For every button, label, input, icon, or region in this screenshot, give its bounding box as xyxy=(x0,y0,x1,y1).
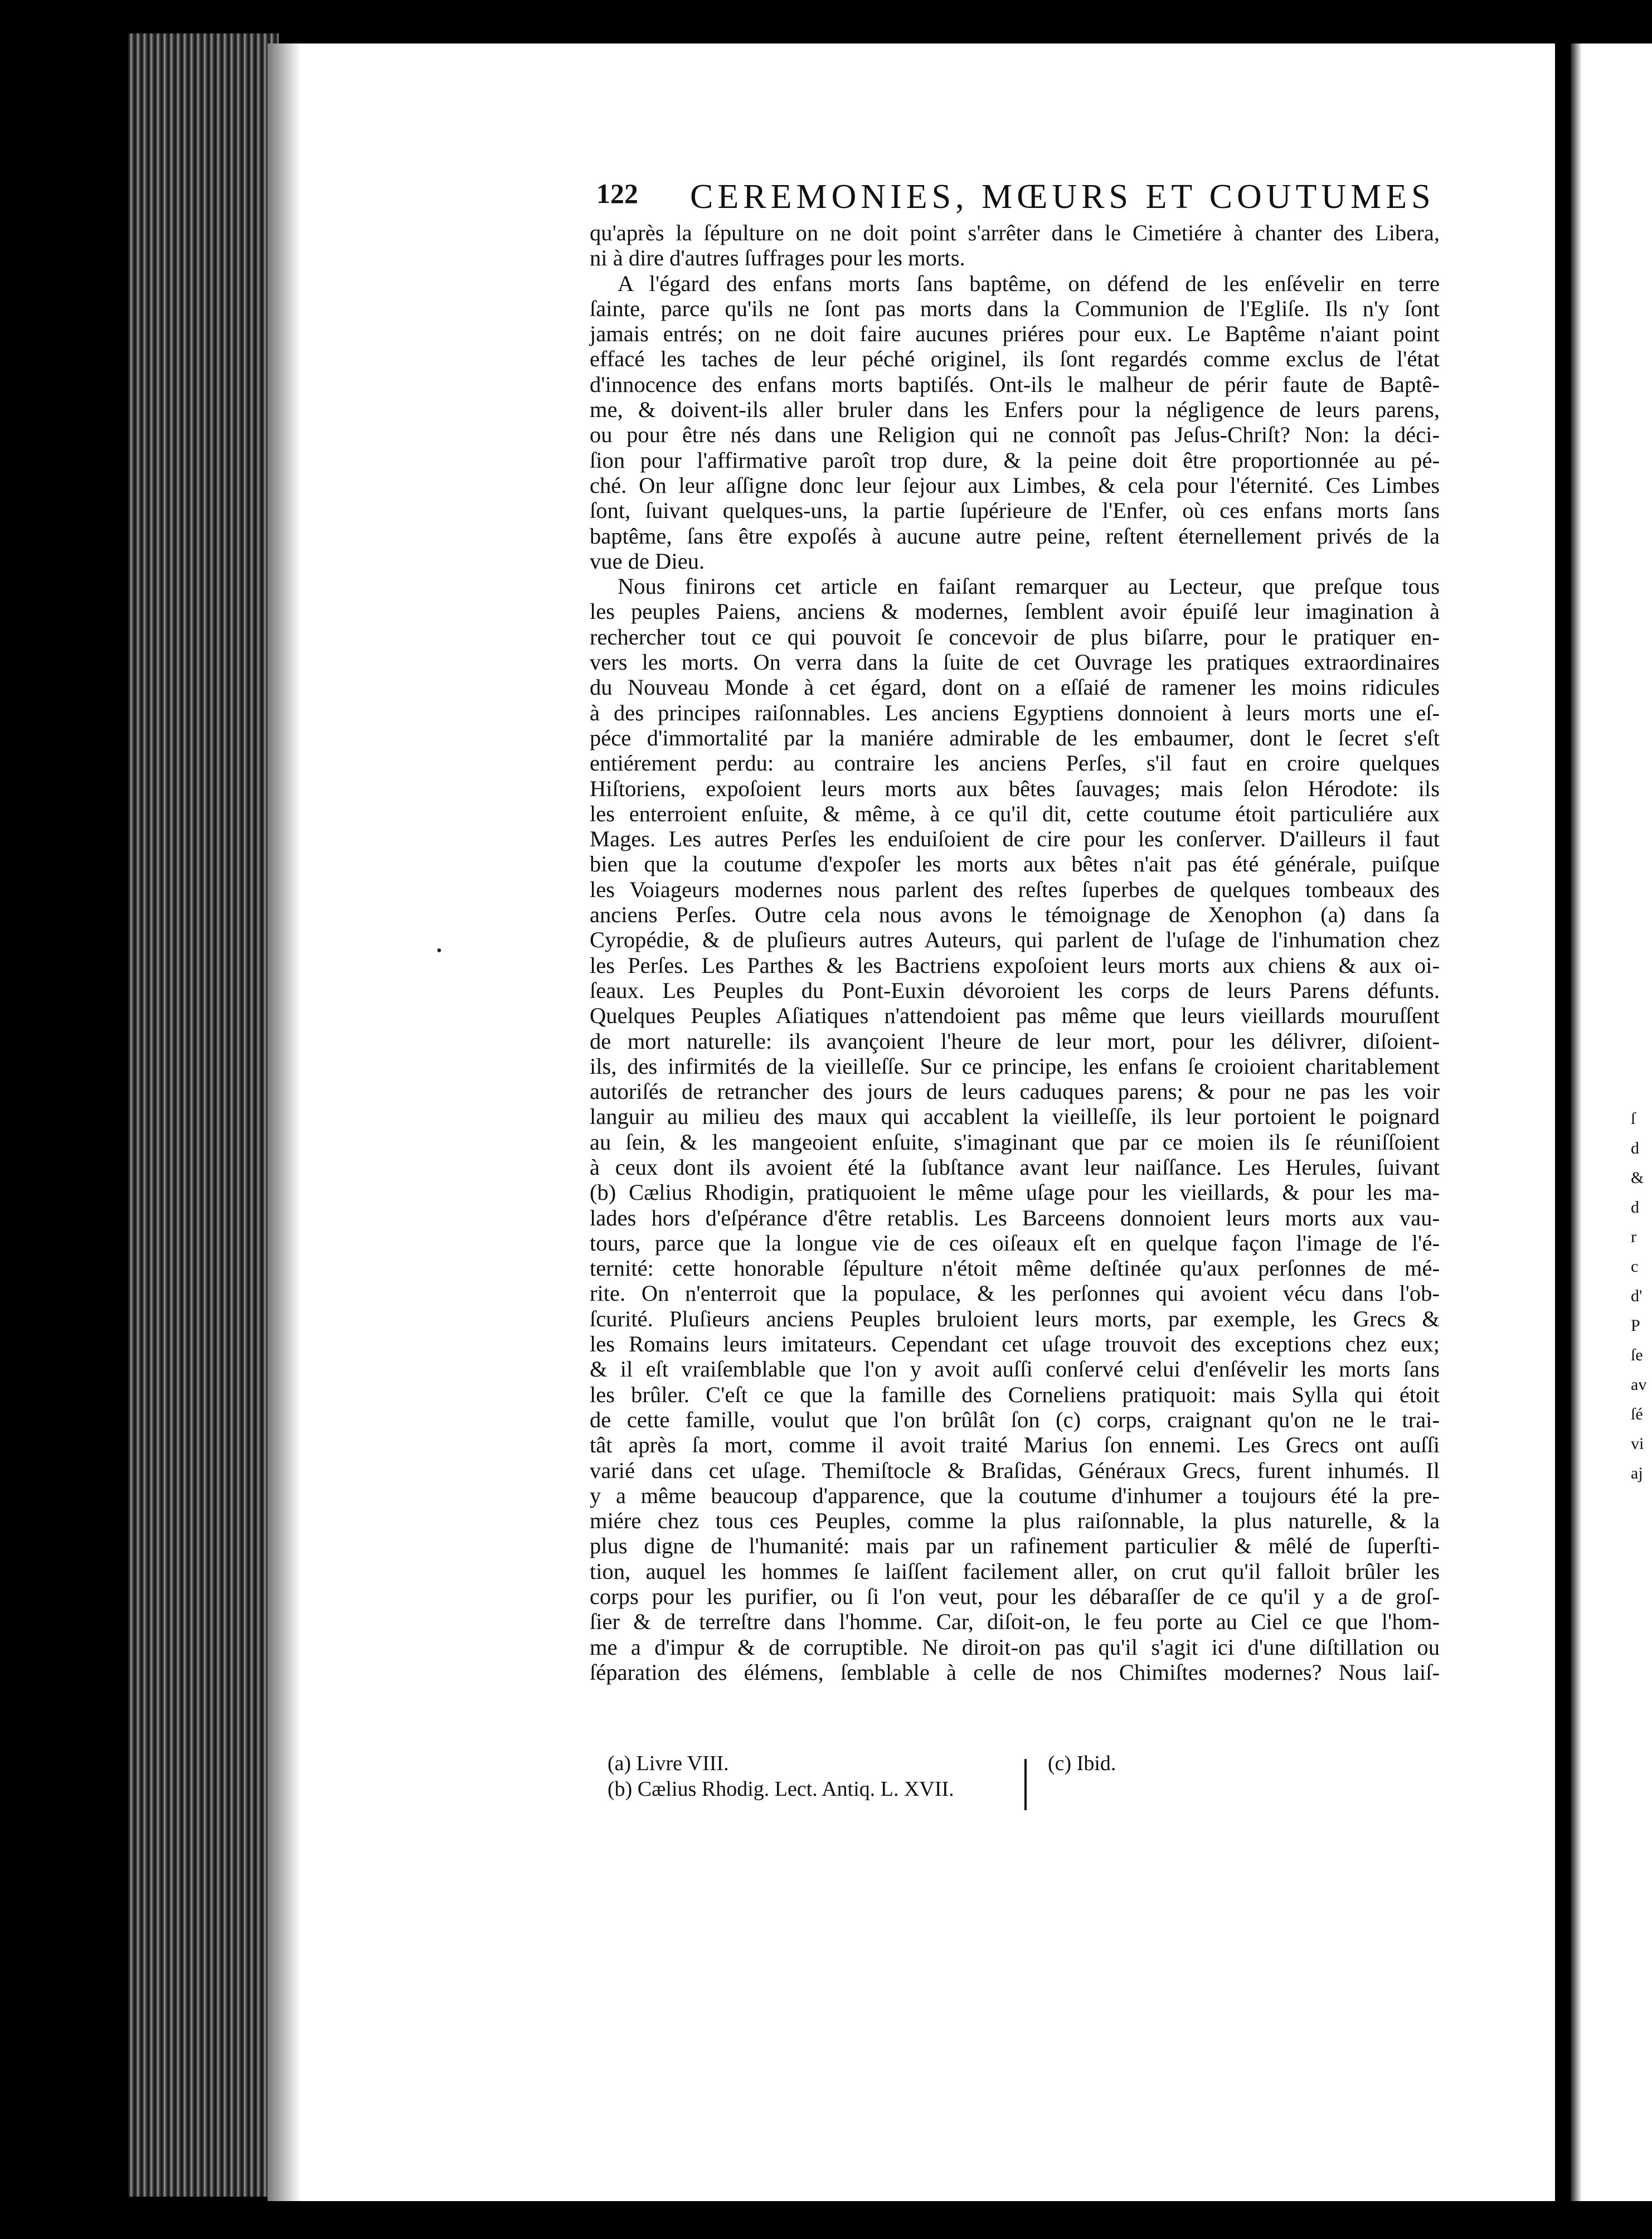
stray-mark: • xyxy=(436,942,442,959)
text-line: ni à dire d'autres ſuffrages pour les morts. xyxy=(590,245,965,271)
text-line: d'innocence des enfans morts baptiſés. Ont-ils le malheur de périr faute de Baptê- xyxy=(590,371,1440,397)
text-line: miére chez tous ces Peuples, comme la plus raiſonnable, la plus naturelle, & la xyxy=(590,1508,1440,1534)
footnote-divider xyxy=(1024,1759,1027,1810)
facing-page-fragment: d xyxy=(1631,1139,1639,1157)
text-line: plus digne de l'humanité: mais par un rafinement particulier & mêlé de ſuperſti- xyxy=(590,1533,1440,1559)
text-line: les Voiageurs modernes nous parlent des reſtes ſuperbes de quelques tombeaux des xyxy=(590,876,1440,902)
text-line: baptême, ſans être expoſés à aucune autre peine, reſtent éternellement privés de la xyxy=(590,523,1440,549)
text-line: bien que la coutume d'expoſer les morts aux bêtes n'ait pas été générale, puiſque xyxy=(590,851,1440,877)
text-line: rite. On n'enterroit que la populace, & les perſonnes qui avoient vécu dans l'ob- xyxy=(590,1281,1440,1306)
facing-page-fragment: r xyxy=(1631,1228,1636,1246)
text-line: ou pour être nés dans une Religion qui ne connoît pas Jeſus-Chriſt? Non: la déci- xyxy=(590,422,1440,448)
footnotes-left-column xyxy=(608,1751,954,1802)
text-line: languir au milieu des maux qui accablent la vieilleſſe, ils leur portoient le poignard xyxy=(590,1104,1440,1130)
footnote-a: (a) Livre VIII. xyxy=(608,1752,729,1775)
text-line: rechercher tout ce qui pouvoit ſe concevoir de plus biſarre, pour le pratiquer en- xyxy=(590,624,1440,650)
text-line: les enterroient enſuite, & même, à ce qu'il dit, cette coutume étoit particuliére aux xyxy=(590,801,1440,826)
text-line: autoriſés de retrancher des jours de leurs caduques parens; & pour ne pas les voir xyxy=(590,1079,1440,1104)
facing-page-fragment: c xyxy=(1631,1257,1639,1276)
text-line: ils, des infirmités de la vieilleſſe. Sur ce principe, les enfans ſe croioient charitablement xyxy=(590,1053,1440,1079)
text-line: péce d'immortalité par la maniére admirable de les embaumer, dont le ſecret s'eſt xyxy=(590,725,1440,750)
text-line: les Romains leurs imitateurs. Cependant cet uſage trouvoit des exceptions chez eux; xyxy=(590,1331,1440,1357)
text-line: ſont, ſuivant quelques-uns, la partie ſupérieure de l'Enfer, où ces enfans morts ſans xyxy=(590,498,1440,524)
text-line: ſainte, parce qu'ils ne ſont pas morts dans la Communion de l'Egliſe. Ils n'y ſont xyxy=(590,295,1440,321)
text-line: ſeaux. Les Peuples du Pont-Euxin dévoroient les corps de leurs Parens défunts. xyxy=(590,977,1440,1003)
text-line: tât après ſa mort, comme il avoit traité Marius ſon ennemi. Les Grecs ont auſſi xyxy=(590,1432,1440,1458)
facing-page-edge xyxy=(1571,43,1582,2201)
text-line: ſéparation des élémens, ſemblable à celle de nos Chimiſtes modernes? Nous laiſ- xyxy=(590,1659,1440,1685)
footnotes xyxy=(608,1751,1165,1818)
text-line: qu'après la ſépulture on ne doit point s'arrêter dans le Cimetiére à chanter des Libera, xyxy=(590,220,1440,245)
text-line: me a d'impur & de corruptible. Ne diroit-on pas qu'il s'agit ici d'une diſtillation ou xyxy=(590,1634,1440,1660)
text-line: au ſein, & les mangeoient enſuite, s'imaginant que par ce moien ils ſe réuniſſoient xyxy=(590,1129,1440,1155)
body-text xyxy=(590,220,1440,1685)
text-line: A l'égard des enfans morts ſans baptême, on défend de les enſévelir en terre xyxy=(618,270,1440,296)
text-line: Cyropédie, & de pluſieurs autres Auteurs, qui parlent de l'uſage de l'inhumation chez xyxy=(590,927,1440,953)
running-header xyxy=(596,177,1435,216)
text-line: & il eſt vraiſemblable que l'on y avoit auſſi conſervé celui d'enſévelir les morts ſans xyxy=(590,1356,1440,1382)
text-line: ſion pour l'affirmative paroît trop dure, & la peine doit être proportionnée au pé- xyxy=(590,447,1440,473)
facing-page-fragment: av xyxy=(1631,1375,1647,1394)
facing-page-fragment: vi xyxy=(1631,1434,1644,1453)
text-line: lades hors d'eſpérance d'être retablis. Les Barceens donnoient leurs morts aux vau- xyxy=(590,1205,1440,1230)
text-line: à ceux dont ils avoient été la ſubſtance avant leur naiſſance. Les Herules, ſuivant xyxy=(590,1154,1440,1180)
facing-page-fragment: P xyxy=(1631,1316,1640,1335)
gutter-shadow xyxy=(268,43,301,2201)
text-line: Hiſtoriens, expoſoient leurs morts aux bêtes ſauvages; mais ſelon Hérodote: ils xyxy=(590,776,1440,801)
text-line: vue de Dieu. xyxy=(590,548,705,574)
facing-page-text-fragments xyxy=(1631,1104,1652,1488)
text-line: Quelques Peuples Aſiatiques n'attendoient pas même que leurs vieillards mouruſſent xyxy=(590,1003,1440,1029)
text-line: (b) Cælius Rhodigin, pratiquoient le même uſage pour les vieillards, & pour les ma- xyxy=(590,1180,1440,1205)
book-edge xyxy=(128,33,279,2197)
text-line: les peuples Paiens, anciens & modernes, ſemblent avoir épuiſé leur imagination à xyxy=(590,599,1440,624)
facing-page-fragment: d xyxy=(1631,1198,1639,1217)
facing-page-fragment: d' xyxy=(1631,1287,1643,1305)
text-line: Mages. Les autres Perſes les enduiſoient de cire pour les conſerver. D'ailleurs il faut xyxy=(590,826,1440,852)
footnote-b: (b) Cælius Rhodig. Lect. Antiq. L. XVII. xyxy=(608,1777,954,1801)
facing-page-fragment: ſ xyxy=(1631,1109,1636,1128)
text-line: à des principes raiſonnables. Les anciens Egyptiens donnoient à leurs morts une eſ- xyxy=(590,700,1440,725)
running-title: CEREMONIES, MŒURS ET COUTUMES xyxy=(690,178,1435,216)
text-line: anciens Perſes. Outre cela nous avons le témoignage de Xenophon (a) dans ſa xyxy=(590,902,1440,928)
text-line: les Perſes. Les Parthes & les Bactriens expoſoient leurs morts aux chiens & aux oi- xyxy=(590,952,1440,978)
text-line: me, & doivent-ils aller bruler dans les Enfers pour la négligence de leurs parens, xyxy=(590,397,1440,423)
text-line: tion, auquel les hommes ſe laiſſent facilement aller, on crut qu'il falloit brûler les xyxy=(590,1558,1440,1584)
text-line: Nous finirons cet article en faiſant remarquer au Lecteur, que preſque tous xyxy=(618,574,1440,599)
footnote-c: (c) Ibid. xyxy=(1048,1752,1116,1775)
text-line: corps pour les purifier, ou ſi l'on veut, pour les débaraſſer de ce qu'il y a de groſ- xyxy=(590,1584,1440,1610)
text-line: effacé les taches de leur péché originel, ils ſont regardés comme exclus de l'état xyxy=(590,346,1440,372)
facing-page-fragment: aj xyxy=(1631,1464,1643,1482)
page-number: 122 xyxy=(596,178,638,209)
text-line: jamais entrés; on ne doit faire aucunes priéres pour eux. Le Baptême n'aiant point xyxy=(590,321,1440,347)
text-line: tours, parce que la longue vie de ces oiſeaux eſt en quelque façon l'image de l'é- xyxy=(590,1230,1440,1256)
text-line: ché. On leur aſſigne donc leur ſejour aux Limbes, & cela pour l'éternité. Ces Limbes xyxy=(590,472,1440,498)
text-line: y a même beaucoup d'apparence, que la coutume d'inhumer a toujours été la pre- xyxy=(590,1482,1440,1508)
text-line: entiérement perdu: au contraire les anciens Perſes, s'il faut en croire quelques xyxy=(590,750,1440,776)
text-line: les brûler. C'eſt ce que la famille des Corneliens pratiquoit: mais Sylla qui étoit xyxy=(590,1382,1440,1407)
text-line: du Nouveau Monde à cet égard, dont on a eſſaié de ramener les moins ridicules xyxy=(590,675,1440,700)
text-line: ſier & de terreſtre dans l'homme. Car, diſoit-on, le feu porte au Ciel ce que l'hom- xyxy=(590,1609,1440,1635)
text-line: ſcurité. Pluſieurs anciens Peuples bruloient leurs morts, par exemple, les Grecs & xyxy=(590,1306,1440,1331)
text-line: ternité: cette honorable ſépulture n'étoit même deſtinée qu'aux perſonnes de mé- xyxy=(590,1256,1440,1281)
facing-page-fragment: ſe xyxy=(1631,1346,1643,1364)
text-line: de cette famille, voulut que l'on brûlât ſon (c) corps, craignant qu'on ne le trai- xyxy=(590,1407,1440,1432)
text-line: de mort naturelle: ils avançoient l'heure de leur mort, pour les délivrer, diſoient- xyxy=(590,1028,1440,1054)
text-line: varié dans cet uſage. Themiſtocle & Braſidas, Généraux Grecs, furent inhumés. Il xyxy=(590,1457,1440,1483)
facing-page-fragment: & xyxy=(1631,1169,1644,1187)
facing-page-fragment: ſé xyxy=(1631,1405,1643,1423)
text-line: vers les morts. On verra dans la ſuite de cet Ouvrage les pratiques extraordinaires xyxy=(590,650,1440,675)
